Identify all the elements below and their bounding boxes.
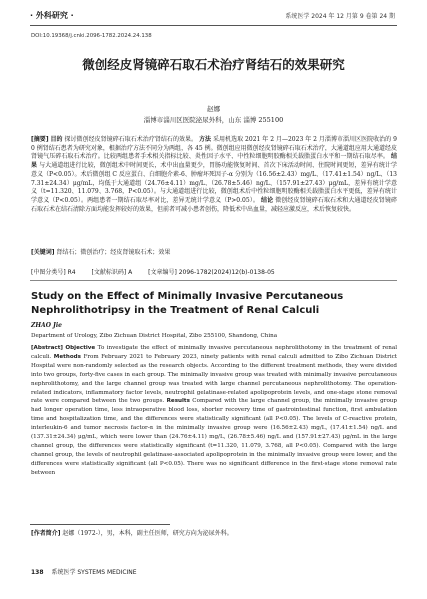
abstract-en-label: [Abstract] (31, 345, 63, 351)
results-text: 与大通道组进行比较，微创组术中时间更长，术中出血量更少，胃肠功能恢复时间、首次下床活动时间、住院时间更短，差异有统计学意义（P<0.05）。术后微创组 C 反应蛋白、白细胞介素-6、肿瘤坏死因子-α 分别为（16.56±2.43）mg/L、（17.41±1.54）ng/L、（137.31±24.34）μg/mL，均低于大通道组（24.76±4.11）mg/L、（26.78±5.46）ng/L、（157.91±27.43）μg/mL，差异有统计学意义（t=11.320、11.079、3.768，P<0.05）。与大通道组进行比较，微创组术后中性粒细胞明胶酶相关载脂蛋白水平更低，差异有统计学意义（P<0.05）。两组患者一期结石取尽率对比，差异无统计学意义（P>0.05）。 (31, 162, 397, 204)
abstract-label: [摘要] (31, 136, 49, 143)
title-english: Study on the Effect of Minimally Invasive Percutaneous Nephrolithotripsy in the Treatment of Renal Calculi (31, 291, 344, 316)
affiliation-chinese: 淄博市淄川区医院泌尿外科，山东 淄博 255100 (143, 116, 284, 124)
footnote-label: [作者简介] (31, 530, 61, 537)
methods-en-text: From February 2021 to February 2023, ninety patients with renal calculi admitted to Zibo Zichuan District Hospital were non-randomly selected as the research objects. According to the different treatment methods, they were divided into two groups, forty-five cases in each group. The minimally invasive group was treated with minimally invasive percutaneous nephrolithotomy, and the large channel group was treated with large channel percutaneous nephrolithotomy. The operation-related indicators, inflammatory factor levels, neutrophil gelatinase-related apolipoprotein levels, and one-stage stone removal rate were compared between the two groups. (31, 353, 398, 405)
section-divider (30, 280, 397, 281)
page-number: 138 (31, 569, 44, 576)
results-label: 结果 (31, 153, 397, 170)
page-footer (31, 567, 137, 576)
methods-text: 采用机选取 2021 年 2 月—2023 年 2 月淄博市淄川区医院收治的 90 例肾结石患者为研究对象，根据治疗方法不同分为两组，各 45 例。微创组应用微创经皮肾镜碎石取石术治疗，大通道组应用大通道经皮肾镜气压碎石取石术治疗。比较两组患者手术相关指标比较、炎性因子水平、中性粒细胞明胶酶相关载脂蛋白水平和一期结石取尽率。 (31, 136, 397, 161)
conclusion-text: 微创经皮肾镜碎石取石术和大通道经皮肾镜碎石取石术在结石清除方面均能发挥较好的效果，但前者可减小患者创伤，降低术中出血量，减轻应激反应，术后恢复较快。 (31, 196, 397, 213)
objective-label: 目的 (50, 136, 63, 143)
affiliation-english: Department of Urology, Zibo Zichuan District Hospital, Zibo 255100, Shandong, China (31, 333, 278, 339)
objective-en-label: Objective (65, 345, 96, 351)
results-en-label: Results (166, 398, 190, 405)
author-footnote (31, 528, 233, 537)
keywords-label: [关键词] (31, 249, 55, 256)
author-chinese: 赵娜 (207, 105, 220, 113)
abstract-chinese (31, 136, 397, 214)
doi: DOI:10.19368/j.cnki.2096-1782.2024.24.138 (31, 33, 152, 39)
journal-issue: 系统医学 2024 年 12 月第 9 卷第 24 期 (285, 13, 395, 20)
abstract-english (31, 344, 397, 478)
footnote-rule (30, 524, 170, 525)
objective-en-text: To investigate the effect of minimally invasive percutaneous nephrolithotomy in the treatment of renal calculi. (31, 345, 397, 360)
article-number: [文章编号] 2096-1782(2024)12(b)-0138-05 (148, 269, 275, 276)
keywords-chinese (31, 249, 397, 258)
header-rule (30, 25, 397, 26)
methods-label: 方法 (199, 136, 212, 143)
results-en-text: Compared with the large channel group, the minimally invasive group had longer operation time, less intraoperative blood loss, shorter recovery time of gastrointestinal function, first ambulation time and hospitalization time, and the differences were statistically significant (all P<0.05). The levels of C-reactive protein, interleukin-6 and tumor necrosis factor-α in the minimally invasive group were (16.56±2.43) mg/L, (17.41±1.54) ng/L and (137.31±24.34) μg/mL, which were lower than (24.76±4.11) mg/L, (26.78±5.46) ng/L and (157.91±27.43) μg/mL in the large channel group, the differences were statistically significant (t=11.320, 11.079, 3.768, all P<0.05). Compared with the large channel group, the levels of neutrophil gelatinase-associated apolipoprotein in the minimally invasive group were lower, and the differences were statistically significant (all P<0.05). There was no significant difference in the first-stage stone removal rate between (31, 398, 397, 476)
clc-number: [中图分类号] R4 (31, 269, 76, 276)
classification-row (31, 267, 289, 276)
author-english: ZHAO Jie (31, 322, 62, 329)
footnote-text: 赵娜（1972-），男，本科，副主任医师，研究方向为泌尿外科。 (62, 530, 233, 537)
conclusion-label: 结论 (260, 196, 274, 204)
title-chinese: 微创经皮肾镜碎石取石术治疗肾结石的效果研究 (82, 57, 345, 72)
footer-journal: 系统医学 SYSTEMS MEDICINE (51, 569, 137, 576)
running-header (0, 0, 427, 30)
keywords-text: 肾结石；微创治疗；经皮肾镜取石术；效果 (56, 249, 171, 256)
section-label: · 外科研究 · (30, 11, 74, 20)
objective-text: 探讨微创经皮肾镜碎石取石术治疗肾结石的效果。 (64, 136, 198, 143)
methods-en-label: Methods (53, 353, 81, 360)
document-code: [文献标识码] A (91, 269, 133, 276)
